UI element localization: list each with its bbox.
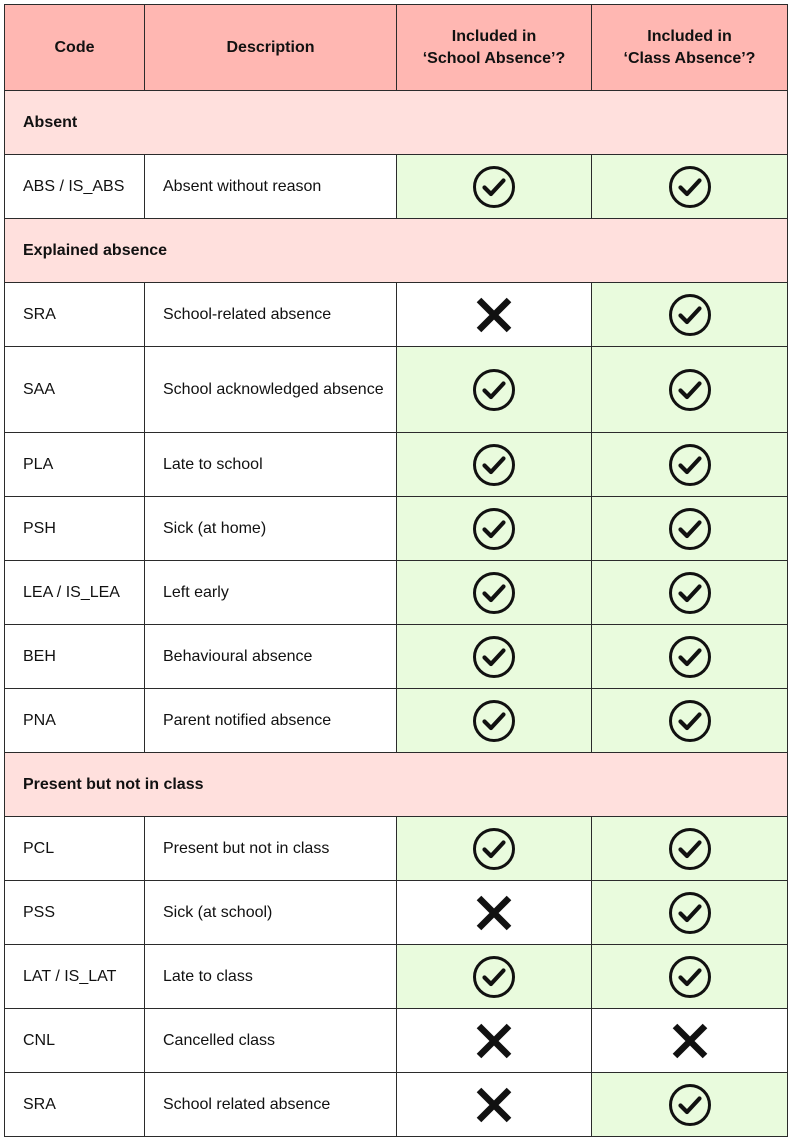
check-circle-icon bbox=[668, 1083, 712, 1127]
cell-description: Absent without reason bbox=[145, 155, 397, 219]
header-class-line2: ‘Class Absence’? bbox=[623, 49, 756, 67]
table-row bbox=[5, 497, 788, 561]
table-row bbox=[5, 433, 788, 497]
table-header bbox=[5, 5, 788, 91]
cross-icon bbox=[668, 1019, 712, 1063]
section-row bbox=[5, 219, 788, 283]
cell-class-absence bbox=[592, 881, 788, 945]
header-description: Description bbox=[145, 5, 397, 91]
cell-code: BEH bbox=[5, 625, 145, 689]
section-row bbox=[5, 91, 788, 155]
check-circle-icon bbox=[668, 443, 712, 487]
cell-description: School-related absence bbox=[145, 283, 397, 347]
check-circle-icon bbox=[668, 955, 712, 999]
cell-class-absence bbox=[592, 497, 788, 561]
check-circle-icon bbox=[472, 443, 516, 487]
header-class-absence bbox=[592, 5, 788, 91]
cross-icon bbox=[472, 1083, 516, 1127]
check-circle-icon bbox=[472, 699, 516, 743]
cell-class-absence bbox=[592, 625, 788, 689]
cell-code: SRA bbox=[5, 1073, 145, 1137]
header-code: Code bbox=[5, 5, 145, 91]
table-row bbox=[5, 817, 788, 881]
cell-school-absence bbox=[397, 625, 592, 689]
cell-code: PSH bbox=[5, 497, 145, 561]
table-row bbox=[5, 881, 788, 945]
cell-description: Late to school bbox=[145, 433, 397, 497]
table-row bbox=[5, 689, 788, 753]
check-circle-icon bbox=[668, 827, 712, 871]
cell-class-absence bbox=[592, 817, 788, 881]
header-school-line1: Included in bbox=[451, 27, 537, 45]
cell-description: Parent notified absence bbox=[145, 689, 397, 753]
check-circle-icon bbox=[472, 635, 516, 679]
absence-codes-table-wrapper bbox=[4, 4, 788, 1137]
cell-school-absence bbox=[397, 283, 592, 347]
cell-code: PSS bbox=[5, 881, 145, 945]
header-school-absence bbox=[397, 5, 592, 91]
check-circle-icon bbox=[472, 827, 516, 871]
check-circle-icon bbox=[472, 507, 516, 551]
section-label: Absent bbox=[5, 91, 788, 155]
cell-school-absence bbox=[397, 347, 592, 433]
check-circle-icon bbox=[668, 635, 712, 679]
check-circle-icon bbox=[668, 571, 712, 615]
table-body bbox=[5, 91, 788, 1137]
section-row bbox=[5, 753, 788, 817]
check-circle-icon bbox=[668, 507, 712, 551]
cell-description: School related absence bbox=[145, 1073, 397, 1137]
table-row bbox=[5, 625, 788, 689]
section-label: Explained absence bbox=[5, 219, 788, 283]
cell-school-absence bbox=[397, 1073, 592, 1137]
cell-code: LAT / IS_LAT bbox=[5, 945, 145, 1009]
cell-code: CNL bbox=[5, 1009, 145, 1073]
table-row bbox=[5, 283, 788, 347]
cell-class-absence bbox=[592, 561, 788, 625]
header-school-line2: ‘School Absence’? bbox=[422, 49, 566, 67]
table-row bbox=[5, 1073, 788, 1137]
cross-icon bbox=[472, 891, 516, 935]
cell-description: Cancelled class bbox=[145, 1009, 397, 1073]
cell-description: School acknowledged absence bbox=[145, 347, 397, 433]
cell-class-absence bbox=[592, 347, 788, 433]
check-circle-icon bbox=[668, 699, 712, 743]
cell-code: PLA bbox=[5, 433, 145, 497]
cell-class-absence bbox=[592, 689, 788, 753]
header-class-line1: Included in bbox=[647, 27, 732, 45]
cell-description: Left early bbox=[145, 561, 397, 625]
cell-school-absence bbox=[397, 817, 592, 881]
cell-class-absence bbox=[592, 283, 788, 347]
cell-code: PCL bbox=[5, 817, 145, 881]
cell-school-absence bbox=[397, 433, 592, 497]
cell-school-absence bbox=[397, 1009, 592, 1073]
header-row bbox=[5, 5, 788, 91]
cell-class-absence bbox=[592, 433, 788, 497]
cell-code: SRA bbox=[5, 283, 145, 347]
check-circle-icon bbox=[472, 165, 516, 209]
cell-school-absence bbox=[397, 945, 592, 1009]
table-row bbox=[5, 1009, 788, 1073]
cell-class-absence bbox=[592, 1009, 788, 1073]
section-label: Present but not in class bbox=[5, 753, 788, 817]
cross-icon bbox=[472, 293, 516, 337]
table-row bbox=[5, 155, 788, 219]
check-circle-icon bbox=[668, 293, 712, 337]
cell-school-absence bbox=[397, 497, 592, 561]
cell-code: LEA / IS_LEA bbox=[5, 561, 145, 625]
cell-description: Late to class bbox=[145, 945, 397, 1009]
cell-description: Sick (at school) bbox=[145, 881, 397, 945]
cell-school-absence bbox=[397, 561, 592, 625]
table-row bbox=[5, 945, 788, 1009]
cell-class-absence bbox=[592, 1073, 788, 1137]
cell-code: PNA bbox=[5, 689, 145, 753]
cross-icon bbox=[472, 1019, 516, 1063]
table-row bbox=[5, 347, 788, 433]
check-circle-icon bbox=[668, 891, 712, 935]
cell-class-absence bbox=[592, 945, 788, 1009]
cell-class-absence bbox=[592, 155, 788, 219]
cell-code: SAA bbox=[5, 347, 145, 433]
cell-school-absence bbox=[397, 881, 592, 945]
check-circle-icon bbox=[472, 368, 516, 412]
check-circle-icon bbox=[472, 955, 516, 999]
cell-description: Sick (at home) bbox=[145, 497, 397, 561]
table-row bbox=[5, 561, 788, 625]
cell-school-absence bbox=[397, 689, 592, 753]
check-circle-icon bbox=[668, 368, 712, 412]
absence-codes-table bbox=[4, 4, 788, 1137]
cell-school-absence bbox=[397, 155, 592, 219]
cell-description: Behavioural absence bbox=[145, 625, 397, 689]
cell-description: Present but not in class bbox=[145, 817, 397, 881]
check-circle-icon bbox=[668, 165, 712, 209]
cell-code: ABS / IS_ABS bbox=[5, 155, 145, 219]
check-circle-icon bbox=[472, 571, 516, 615]
